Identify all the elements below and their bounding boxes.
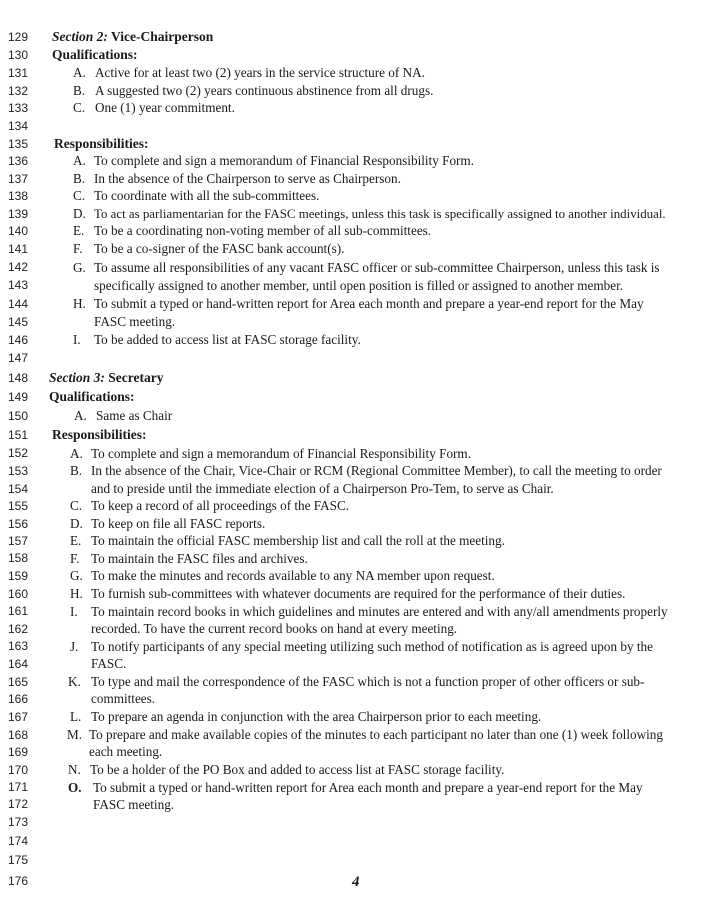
responsibility-text: To coordinate with all the sub-committees. [94, 188, 320, 203]
item-letter: D. [70, 516, 83, 531]
responsibility-text: To keep on file all FASC reports. [91, 516, 266, 531]
responsibility-text: To type and mail the correspondence of the FASC which is not a function proper of other officers or sub- [91, 674, 645, 689]
line-number: 131 [8, 66, 29, 80]
item-letter: D. [73, 206, 86, 221]
line-number: 170 [8, 763, 29, 777]
line-number: 168 [8, 728, 29, 742]
responsibility-text: To be a co-signer of the FASC bank account(s). [94, 241, 345, 256]
line-number: 163 [8, 639, 29, 653]
line-number: 152 [8, 446, 29, 460]
item-letter: I. [73, 332, 81, 347]
line-number: 158 [8, 551, 29, 565]
line-number: 144 [8, 297, 29, 311]
qualification-text: Active for at least two (2) years in the service structure of NA. [95, 65, 425, 80]
responsibility-text: To be added to access list at FASC storage facility. [94, 332, 361, 347]
line-number: 173 [8, 815, 29, 829]
responsibility-text: To act as parliamentarian for the FASC meetings, unless this task is specifically assigned to another individual. [94, 207, 666, 221]
line-number: 153 [8, 464, 29, 478]
responsibility-text: To maintain record books in which guidelines and minutes are entered and with any/all amendments properly [91, 604, 668, 619]
line-number: 134 [8, 119, 29, 133]
responsibility-text: To submit a typed or hand-written report for Area each month and prepare a year-end report for the May [94, 296, 644, 311]
line-number: 172 [8, 797, 29, 811]
line-number: 143 [8, 278, 29, 292]
qualifications-heading: Qualifications: [49, 389, 135, 404]
line-number: 142 [8, 260, 29, 274]
responsibility-text-continued: specifically assigned to another member, until open position is filled or assigned to another member. [94, 278, 624, 293]
page-number: 4 [352, 874, 360, 890]
responsibility-text: To complete and sign a memorandum of Financial Responsibility Form. [94, 153, 474, 168]
line-number: 156 [8, 517, 29, 531]
item-letter: F. [70, 551, 80, 566]
item-letter: M. [67, 727, 83, 742]
line-number: 151 [8, 428, 29, 442]
responsibility-text: To prepare an agenda in conjunction with the area Chairperson prior to each meeting. [91, 709, 542, 724]
item-letter: B. [73, 83, 86, 98]
responsibility-text-continued: recorded. To have the current record books on hand at every meeting. [91, 621, 458, 636]
item-letter: O. [68, 780, 82, 795]
responsibility-text: To prepare and make available copies of the minutes to each participant no later than one (1) week following [89, 727, 663, 742]
item-letter: K. [68, 674, 81, 689]
item-letter: N. [68, 762, 81, 777]
line-number: 146 [8, 333, 29, 347]
responsibility-text: To notify participants of any special meeting utilizing such method of notification as is agreed upon by the [91, 639, 653, 654]
line-number: 160 [8, 587, 29, 601]
responsibility-text: To be a coordinating non-voting member of all sub-committees. [94, 223, 432, 238]
line-number: 161 [8, 604, 29, 618]
responsibility-text: In the absence of the Chairperson to serve as Chairperson. [94, 171, 401, 186]
responsibilities-heading: Responsibilities: [54, 136, 149, 151]
responsibility-text-continued: FASC. [91, 656, 127, 671]
line-number: 175 [8, 853, 29, 867]
line-number: 141 [8, 242, 29, 256]
line-number: 155 [8, 499, 29, 513]
responsibility-text: To furnish sub-committees with whatever documents are required for the performance of their duties. [91, 586, 626, 601]
line-number: 150 [8, 409, 29, 423]
item-letter: A. [73, 153, 86, 168]
line-number: 129 [8, 30, 29, 44]
line-number: 157 [8, 534, 29, 548]
line-number: 171 [8, 780, 29, 794]
item-letter: A. [74, 408, 87, 423]
responsibility-text: To assume all responsibilities of any vacant FASC officer or sub-committee Chairperson, unless this task is [94, 260, 660, 275]
line-number: 176 [8, 874, 29, 888]
line-number: 159 [8, 569, 29, 583]
line-number: 135 [8, 137, 29, 151]
item-letter: A. [73, 65, 86, 80]
line-number: 130 [8, 48, 29, 62]
responsibility-text: To make the minutes and records available to any NA member upon request. [91, 568, 495, 583]
item-letter: H. [70, 586, 83, 601]
line-number: 147 [8, 351, 29, 365]
qualifications-heading: Qualifications: [52, 47, 138, 62]
line-number: 132 [8, 84, 29, 98]
responsibility-text-continued: each meeting. [89, 744, 163, 759]
line-number: 174 [8, 834, 29, 848]
line-number: 133 [8, 101, 29, 115]
qualification-text: A suggested two (2) years continuous abstinence from all drugs. [95, 83, 434, 98]
item-letter: E. [70, 533, 82, 548]
item-letter: F. [73, 241, 83, 256]
item-letter: J. [70, 639, 79, 654]
item-letter: G. [73, 260, 86, 275]
responsibility-text: To keep a record of all proceedings of the FASC. [91, 498, 350, 513]
responsibility-text: To submit a typed or hand-written report for Area each month and prepare a year-end report for the May [93, 780, 643, 795]
item-letter: G. [70, 568, 83, 583]
section-label: Section 3: [49, 370, 105, 385]
line-number: 165 [8, 675, 29, 689]
item-letter: I. [70, 604, 78, 619]
section-title: Vice-Chairperson [111, 29, 214, 44]
line-number: 145 [8, 315, 29, 329]
item-letter: B. [70, 463, 83, 478]
section-title: Secretary [108, 370, 164, 385]
responsibility-text-continued: committees. [91, 691, 156, 706]
item-letter: L. [70, 709, 82, 724]
responsibility-text-continued: FASC meeting. [93, 797, 175, 812]
section-heading [49, 370, 163, 386]
item-letter: C. [70, 498, 83, 513]
qualification-text: Same as Chair [96, 408, 173, 423]
line-number: 162 [8, 622, 29, 636]
line-number: 164 [8, 657, 29, 671]
line-number: 139 [8, 207, 29, 221]
responsibilities-heading: Responsibilities: [52, 427, 147, 442]
line-number: 149 [8, 390, 29, 404]
responsibility-text: In the absence of the Chair, Vice-Chair or RCM (Regional Committee Member), to call the meeting to order [91, 463, 662, 478]
line-number: 166 [8, 692, 29, 706]
line-number: 136 [8, 154, 29, 168]
line-number: 169 [8, 745, 29, 759]
responsibility-text-continued: FASC meeting. [94, 314, 176, 329]
item-letter: C. [73, 100, 86, 115]
section-heading [52, 29, 213, 45]
section-label: Section 2: [52, 29, 108, 44]
responsibility-text: To maintain the FASC files and archives. [91, 551, 308, 566]
line-number: 138 [8, 189, 29, 203]
line-number: 154 [8, 482, 29, 496]
responsibility-text-continued: and to preside until the immediate election of a Chairperson Pro-Tem, to serve as Chair. [91, 481, 554, 496]
item-letter: C. [73, 188, 86, 203]
item-letter: H. [73, 296, 86, 311]
line-number: 148 [8, 371, 29, 385]
responsibility-text: To maintain the official FASC membership list and call the roll at the meeting. [91, 533, 505, 548]
item-letter: A. [70, 446, 83, 461]
line-number: 140 [8, 224, 29, 238]
qualification-text: One (1) year commitment. [95, 100, 235, 115]
item-letter: E. [73, 223, 85, 238]
responsibility-text: To be a holder of the PO Box and added to access list at FASC storage facility. [90, 762, 505, 777]
line-number: 167 [8, 710, 29, 724]
line-number: 137 [8, 172, 29, 186]
item-letter: B. [73, 171, 86, 186]
responsibility-text: To complete and sign a memorandum of Financial Responsibility Form. [91, 446, 471, 461]
